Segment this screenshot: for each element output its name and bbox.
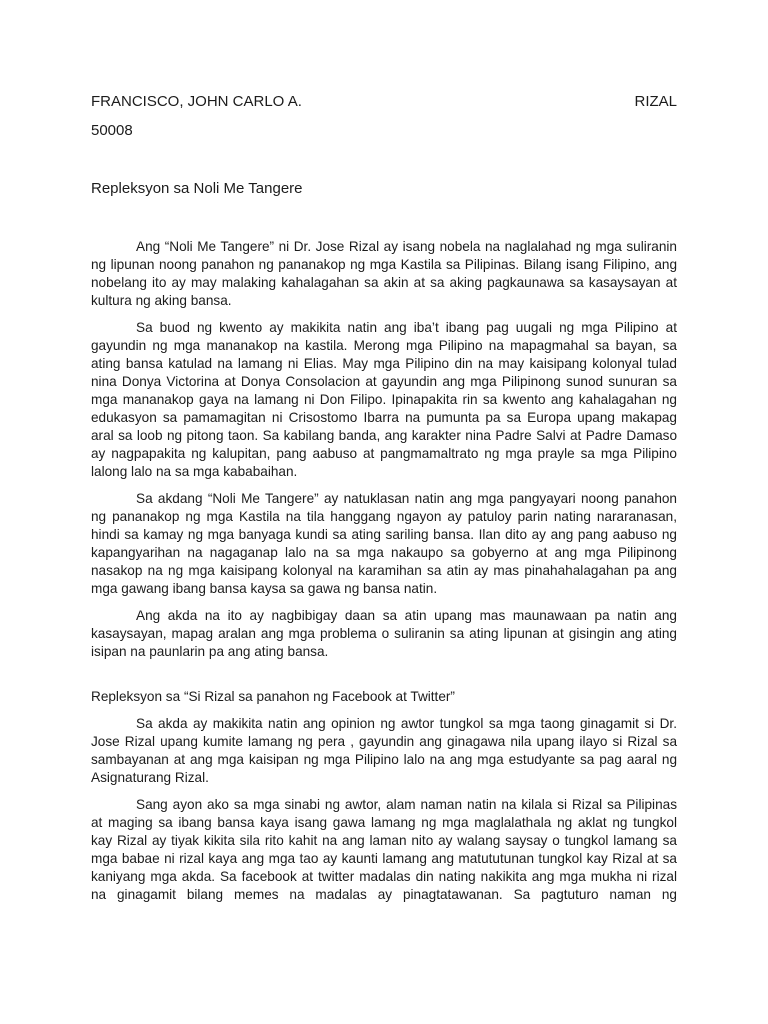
paragraph-line: Sa akda ay makikita natin ang opinion ng awtor tungkol sa mga taong ginagamit si Dr. (136, 716, 677, 731)
paragraph-line: Jose Rizal upang kumite lamang ng pera , gayundin ang ginagawa nila upang ilayo si Rizal sa (91, 734, 677, 749)
paragraph (91, 715, 677, 787)
paragraph-line: Sang ayon ako sa mga sinabi ng awtor, alam naman natin na kilala si Rizal sa Pilipinas (136, 797, 677, 812)
paragraph-line: kultura ng aking bansa. (91, 293, 232, 308)
paragraph-line: kay Rizal ay tiyak kikita sila rito kahit na ang laman nito ay walang saysay o tungkol lamang sa (91, 833, 677, 848)
section-title: Repleksyon sa “Si Rizal sa panahon ng Facebook at Twitter” (91, 689, 455, 704)
paragraph-line: mga babae ni rizal kaya ang mga tao ay kaunti lamang ang matututunan tungkol kay Rizal at sa (91, 851, 677, 866)
paragraph-line: hindi sa kamay ng mga banyaga kundi sa ating sariling bansa. Ilan dito ay ang pang aabuso ng (91, 527, 677, 542)
paragraph-line: Sa buod ng kwento ay makikita natin ang iba’t ibang pag uugali ng mga Pilipino at (136, 320, 677, 335)
paragraph-line: kapangyarihan na nagaganap lalo na sa mga nakaupo sa gobyerno at ang mga Pilipinong (91, 545, 677, 560)
paragraph-line: gayundin ng mga mananakop na kastila. Merong mga Pilipino na mapagmahal sa bayan, sa (91, 338, 677, 353)
paragraph-line: lalong lalo na sa mga kababaihan. (91, 464, 298, 479)
section-title: Repleksyon sa Noli Me Tangere (91, 180, 303, 197)
paragraph-line: edukasyon sa pamamagitan ni Crisostomo Ibarra na pumunta pa sa Europa upang makapag (91, 410, 677, 425)
author-name: FRANCISCO, JOHN CARLO A. (91, 93, 302, 110)
paragraph-line: kaniyang mga akda. Sa facebook at twitter madalas din nating nakikita ang mga mukha ni rizal (91, 869, 677, 884)
paragraph (91, 796, 677, 904)
paragraph (91, 607, 677, 661)
paragraph-line: nasakop na ng mga kaisipang kolonyal na karamihan sa atin ay mas pinahahalagahan pa ang (91, 563, 677, 578)
paragraph-line: isipan na paunlarin pa ang ating bansa. (91, 644, 329, 659)
paragraph-line: Asignaturang Rizal. (91, 770, 209, 785)
paragraph-line: na ginagamit bilang memes na madalas ay pinagtatawanan. Sa pagtuturo naman ng (91, 887, 677, 902)
student-number: 50008 (91, 122, 133, 139)
paragraph (91, 319, 677, 481)
paragraph-line: sambayanan at ang mga kaisipan ng mga Pilipino lalo na ang mga estudyante sa pag aaral ng (91, 752, 677, 767)
paragraph-line: ng lipunan noong panahon ng pananakop ng mga Kastila sa Pilipinas. Bilang isang Filipino, ang (91, 257, 677, 272)
paragraph (91, 238, 677, 310)
paragraph-line: ng pananakop ng mga Kastila na tila hanggang ngayon ay patuloy parin nating nararanasan, (91, 509, 677, 524)
paragraph-line: mga mananakop gaya na lamang ni Don Filipo. Ipinapakita rin sa kwento ang kahalagahan ng (91, 392, 677, 407)
header-row (91, 92, 677, 112)
paragraph-line: ay nagpapakita ng kalupitan, pang aabuso at pangmamaltrato ng mga prayle sa mga Pilipino (91, 446, 677, 461)
document-body (91, 238, 677, 913)
paragraph-line: at maging sa ibang bansa kaya isang gawa lamang ng mga maglalathala ng aklat ng tungkol (91, 815, 677, 830)
paragraph-line: mga gawang ibang bansa kaysa sa gawa ng bansa natin. (91, 581, 438, 596)
paragraph-line: Ang akda na ito ay nagbibigay daan sa atin upang mas maunawaan pa natin ang (136, 608, 677, 623)
paragraph (91, 490, 677, 598)
paragraph-line: Sa akdang “Noli Me Tangere” ay natuklasan natin ang mga pangyayari noong panahon (136, 491, 677, 506)
paragraph-line: Ang “Noli Me Tangere” ni Dr. Jose Rizal ay isang nobela na naglalahad ng mga suliranin (136, 239, 677, 254)
paragraph-line: nobelang ito ay may malaking kahalagahan sa akin at sa aking pagkaunawa sa kasaysayan at (91, 275, 677, 290)
subject-label: RIZAL (634, 93, 677, 110)
paragraph-line: kasaysayan, mapag aralan ang mga problema o suliranin sa ating lipunan at gisingin ang ating (91, 626, 677, 641)
paragraph-line: aral sa loob ng pitong taon. Sa kabilang banda, ang karakter nina Padre Salvi at Padre Damaso (91, 428, 677, 443)
paragraph-line: nina Donya Victorina at Donya Consolacion at gayundin ang mga Pilipinong sunod sunuran sa (91, 374, 677, 389)
paragraph-line: ating bansa katulad na lamang ni Elias. May mga Pilipino din na may kaisipang kolonyal tulad (91, 356, 677, 371)
